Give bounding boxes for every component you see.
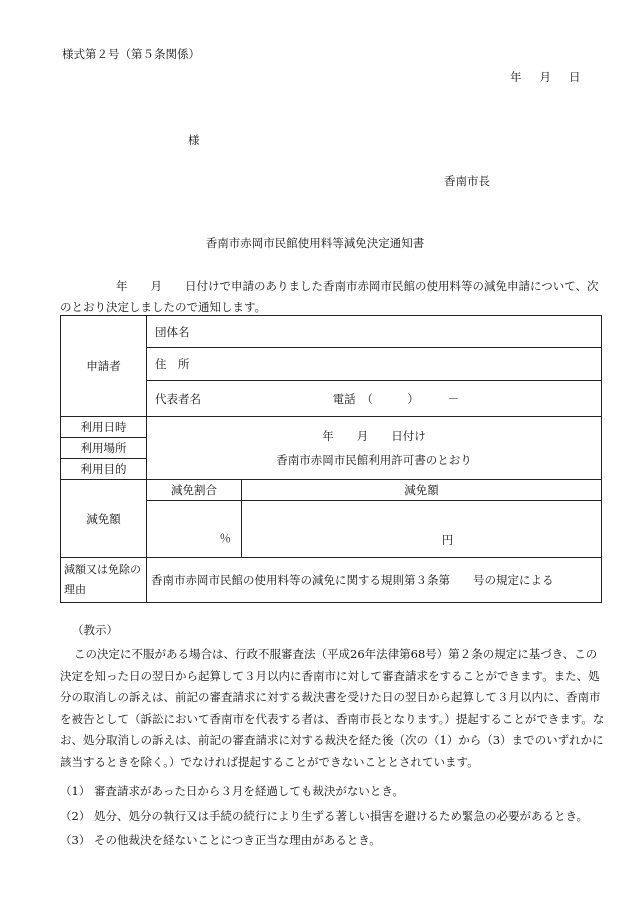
phone-label: 電話 （ ） －: [332, 391, 460, 406]
applicant-label: 申請者: [61, 316, 147, 417]
notice-item: [60, 811, 588, 823]
details-table: [60, 315, 602, 603]
notice-body: この決定に不服がある場合は、行政不服審査法（平成26年法律第68号）第２条の規定に基づき、この決定を知った日の翌日から起算して３月以内に香南市に対して審査請求をすることができます。また、処分の取消しの訴えは、前記の審査請求に対する裁決書を受けた日の翌日から起算して３月以内に、香南市を被告として（訴訟において香南市を代表する者は、香南市長となります。）提起することができます。なお、処分取消しの訴えは、前記の審査請求に対する裁決を経た後（次の（1）から（3）までのいずれかに該当するときを除く。）でなければ提起することができないこととされています。: [60, 647, 605, 769]
reduction-rate-header: 減免割合: [147, 480, 242, 501]
recipient-suffix: 様: [188, 133, 200, 147]
notice-item-number: （3）: [60, 833, 91, 847]
notice-item: [60, 835, 381, 847]
notice-item-text: 審査請求があった日から３月を経過しても裁決がないとき。: [94, 784, 404, 798]
notice-item-text: その他裁決を経ないことにつき正当な理由があるとき。: [94, 833, 381, 847]
notice-item-number: （2）: [60, 809, 91, 823]
use-date-value: 年 月 日付け: [322, 429, 426, 443]
issuer-name: 香南市長: [444, 174, 490, 188]
date-year: 年: [510, 70, 522, 84]
notice-item-text: 処分、処分の執行又は手続の続行により生ずる著しい損害を避けるため緊急の必要があるとき。: [94, 809, 589, 823]
use-permit-value: 香南市赤岡市民館利用許可書のとおり: [276, 453, 472, 467]
yen-unit: 円: [242, 501, 602, 558]
representative-label: 代表者名: [155, 391, 201, 406]
form-number: 様式第２号（第５条関係）: [62, 47, 200, 61]
representative-row: [147, 381, 602, 417]
notice-item-number: （1）: [60, 784, 91, 798]
reason-value: 香南市赤岡市民館の使用料等の減免に関する規則第３条第 号の規定による: [147, 558, 602, 603]
intro-text: 年 月 日付けで申請のありました香南市赤岡市民館の使用料等の減免申請について、次のとおり決定しましたので通知します。: [60, 279, 599, 314]
reduction-label: 減免額: [61, 480, 147, 558]
use-details-cell: [147, 417, 602, 480]
use-place-label: 利用場所: [61, 438, 147, 459]
notice-item: [60, 786, 404, 798]
reason-label: 減額又は免除の理由: [61, 558, 147, 603]
reduction-amount-header: 減免額: [242, 480, 602, 501]
date-day: 日: [569, 70, 581, 84]
org-name-label: 団体名: [147, 316, 602, 348]
issue-date: [510, 72, 581, 84]
date-month: 月: [539, 70, 551, 84]
address-label: 住 所: [147, 348, 602, 381]
percent-unit: ％: [147, 501, 242, 558]
notice-heading: （教示）: [72, 623, 118, 637]
document-title: 香南市赤岡市民館使用料等減免決定通知書: [205, 236, 425, 250]
use-purpose-label: 利用目的: [61, 459, 147, 480]
use-datetime-label: 利用日時: [61, 417, 147, 438]
